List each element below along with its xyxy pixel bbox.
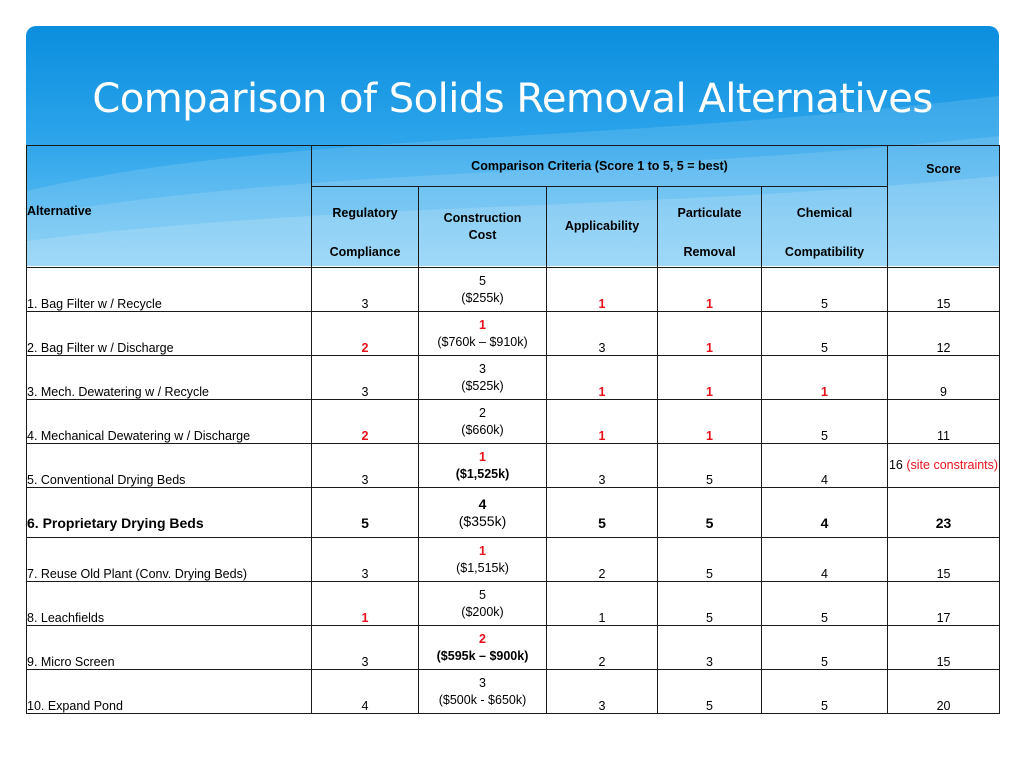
applicability-score: 3 [547, 670, 658, 714]
alternative-name: 5. Conventional Drying Beds [27, 444, 312, 488]
alternative-header: Alternative [27, 146, 312, 268]
regulatory-score: 3 [312, 444, 419, 488]
comparison-table [26, 145, 1000, 714]
total-score: 11 [888, 400, 1000, 444]
particulate-score: 5 [658, 444, 762, 488]
alternative-name: 6. Proprietary Drying Beds [27, 488, 312, 538]
construction-cost: 4 ($355k) [419, 488, 547, 538]
alternative-name: 8. Leachfields [27, 582, 312, 626]
alternative-name: 10. Expand Pond [27, 670, 312, 714]
alternative-name: 9. Micro Screen [27, 626, 312, 670]
particulate-score: 1 [658, 312, 762, 356]
total-score: 15 [888, 268, 1000, 312]
applicability-score: 2 [547, 626, 658, 670]
construction-cost: 1 ($760k – $910k) [419, 312, 547, 356]
chemical-score: 5 [762, 312, 888, 356]
alternative-name: 1. Bag Filter w / Recycle [27, 268, 312, 312]
regulatory-score: 3 [312, 538, 419, 582]
particulate-score: 5 [658, 670, 762, 714]
particulate-removal-header: Particulate Removal [658, 187, 762, 268]
applicability-header: Applicability [547, 187, 658, 268]
particulate-score: 3 [658, 626, 762, 670]
applicability-score: 5 [547, 488, 658, 538]
score-header: Score [888, 146, 1000, 268]
regulatory-score: 3 [312, 626, 419, 670]
applicability-score: 2 [547, 538, 658, 582]
regulatory-score: 5 [312, 488, 419, 538]
table-row [27, 582, 1000, 626]
regulatory-score: 4 [312, 670, 419, 714]
particulate-score: 5 [658, 538, 762, 582]
total-score: 17 [888, 582, 1000, 626]
applicability-score: 1 [547, 582, 658, 626]
regulatory-score: 1 [312, 582, 419, 626]
chemical-score: 5 [762, 626, 888, 670]
applicability-score: 3 [547, 312, 658, 356]
table-row [27, 400, 1000, 444]
applicability-score: 1 [547, 400, 658, 444]
regulatory-score: 3 [312, 356, 419, 400]
table-row [27, 626, 1000, 670]
table-row [27, 670, 1000, 714]
chemical-score: 1 [762, 356, 888, 400]
regulatory-compliance-header: Regulatory Compliance [312, 187, 419, 268]
applicability-score: 3 [547, 444, 658, 488]
construction-cost: 2 ($660k) [419, 400, 547, 444]
chemical-score: 5 [762, 582, 888, 626]
table-row [27, 538, 1000, 582]
construction-cost: 2 ($595k – $900k) [419, 626, 547, 670]
construction-cost: 5 ($255k) [419, 268, 547, 312]
table-row [27, 356, 1000, 400]
alternative-name: 3. Mech. Dewatering w / Recycle [27, 356, 312, 400]
page-title: Comparison of Solids Removal Alternatives [92, 76, 933, 122]
regulatory-score: 2 [312, 312, 419, 356]
chemical-score: 5 [762, 670, 888, 714]
alternative-name: 7. Reuse Old Plant (Conv. Drying Beds) [27, 538, 312, 582]
total-score: 23 [888, 488, 1000, 538]
chemical-score: 5 [762, 268, 888, 312]
construction-cost-header: Construction Cost [419, 187, 547, 268]
alternative-name: 4. Mechanical Dewatering w / Discharge [27, 400, 312, 444]
particulate-score: 1 [658, 400, 762, 444]
construction-cost: 1 ($1,515k) [419, 538, 547, 582]
construction-cost: 3 ($525k) [419, 356, 547, 400]
total-score: 15 [888, 538, 1000, 582]
total-score: 12 [888, 312, 1000, 356]
table-row [27, 268, 1000, 312]
regulatory-score: 2 [312, 400, 419, 444]
total-score: 15 [888, 626, 1000, 670]
particulate-score: 1 [658, 268, 762, 312]
particulate-score: 5 [658, 582, 762, 626]
construction-cost: 1 ($1,525k) [419, 444, 547, 488]
total-score: 20 [888, 670, 1000, 714]
chemical-score: 4 [762, 444, 888, 488]
applicability-score: 1 [547, 268, 658, 312]
table-row-highlighted [27, 488, 1000, 538]
construction-cost: 5 ($200k) [419, 582, 547, 626]
table-row [27, 312, 1000, 356]
site-constraints-note: (site constraints) [906, 458, 999, 472]
particulate-score: 1 [658, 356, 762, 400]
chemical-score: 4 [762, 488, 888, 538]
alternative-name: 2. Bag Filter w / Discharge [27, 312, 312, 356]
total-score: 16 (site constraints) [888, 444, 1000, 488]
chemical-score: 5 [762, 400, 888, 444]
chemical-score: 4 [762, 538, 888, 582]
chemical-compatibility-header: Chemical Compatibility [762, 187, 888, 268]
table-row [27, 444, 1000, 488]
criteria-header: Comparison Criteria (Score 1 to 5, 5 = best) [312, 146, 888, 187]
construction-cost: 3 ($500k - $650k) [419, 670, 547, 714]
regulatory-score: 3 [312, 268, 419, 312]
particulate-score: 5 [658, 488, 762, 538]
total-score: 9 [888, 356, 1000, 400]
applicability-score: 1 [547, 356, 658, 400]
